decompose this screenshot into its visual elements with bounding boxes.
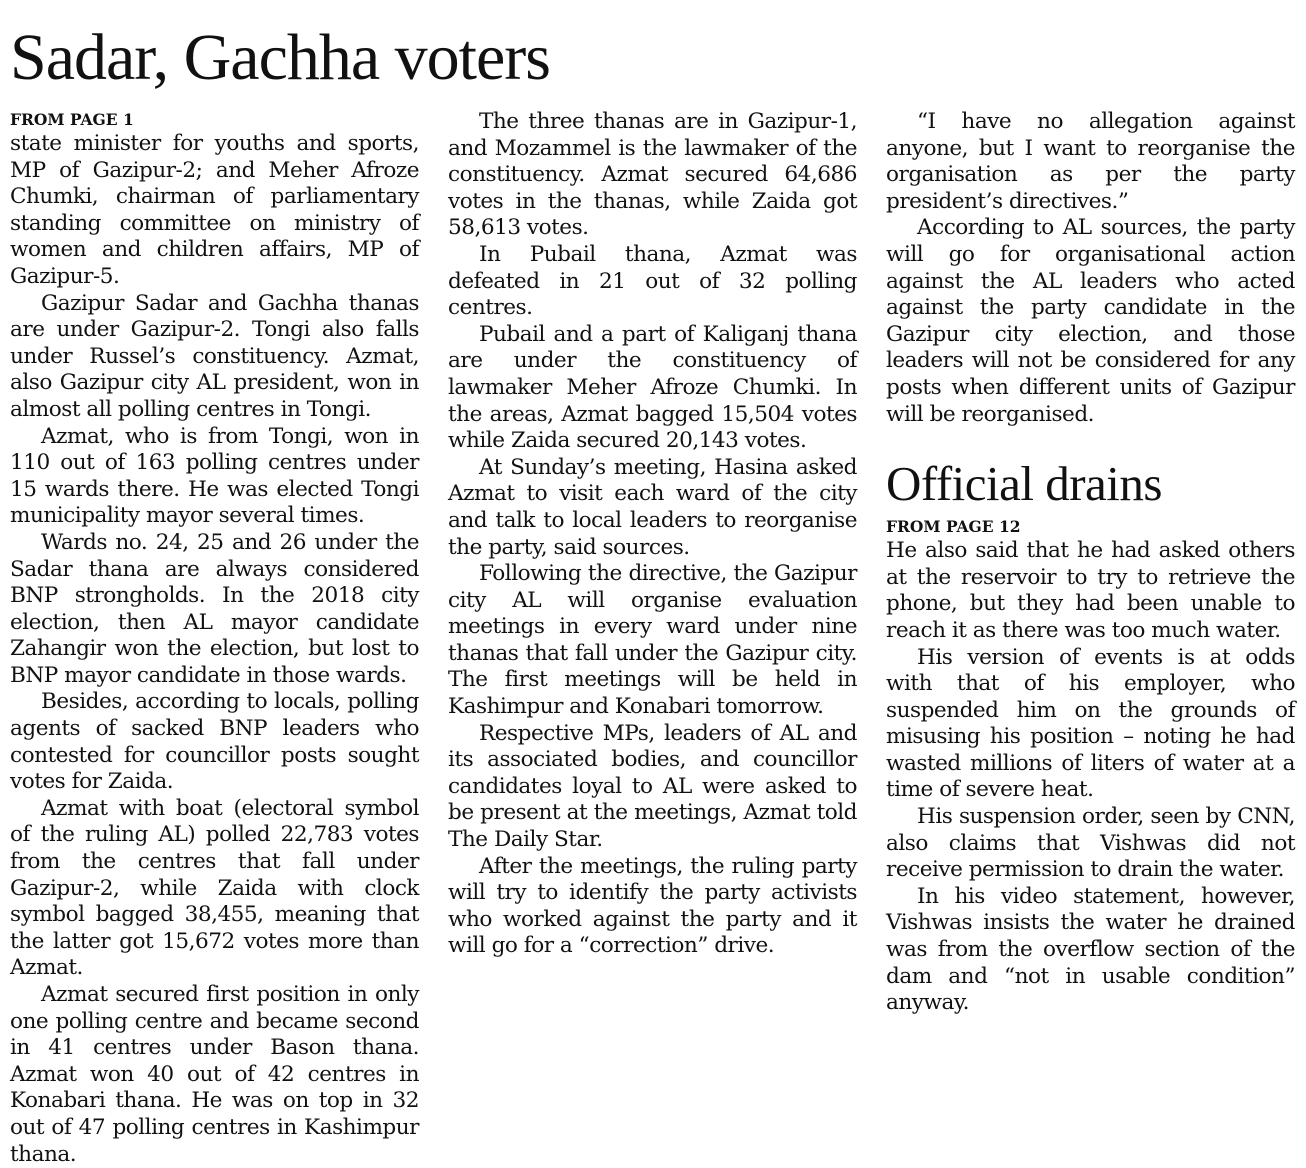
article-paragraph: Wards no. 24, 25 and 26 under the Sadar thana are always considered BNP strongholds. In the 2018 city election, then AL mayor candidate Zahangir won the election, but lost to BNP mayor candidate in those wards. bbox=[10, 529, 419, 688]
article-column-3 bbox=[886, 109, 1295, 1017]
article-column-2 bbox=[448, 109, 857, 960]
article-paragraph: Gazipur Sadar and Gachha thanas are under Gazipur-2. Tongi also falls under Russel’s constituency. Azmat, also Gazipur city AL president, won in almost all polling centres in Tongi. bbox=[10, 290, 419, 422]
article-paragraph: In his video statement, however, Vishwas insists the water he drained was from the overflow section of the dam and “not in usable condition” anyway. bbox=[886, 883, 1295, 1016]
article-paragraph: After the meetings, the ruling party will try to identify the party activists who worked against the party and it will go for a “correction” drive. bbox=[448, 853, 857, 959]
article-paragraph: Besides, according to locals, polling agents of sacked BNP leaders who contested for councillor posts sought votes for Zaida. bbox=[10, 689, 419, 795]
article-paragraph: In Pubail thana, Azmat was defeated in 21 out of 32 polling centres. bbox=[448, 241, 857, 321]
article-paragraph: “I have no allegation against anyone, but I want to reorganise the organisation as per the party president’s directives.” bbox=[886, 109, 1295, 214]
second-article-headline: Official drains bbox=[886, 456, 1162, 512]
article-paragraph: Following the directive, the Gazipur city AL will organise evaluation meetings in every ward under nine thanas that fall under the Gazipur city. The first meetings will be held in Kashimpur and Konabari tomorrow. bbox=[448, 561, 857, 720]
article-paragraph: Azmat with boat (electoral symbol of the ruling AL) polled 22,783 votes from the centres that fall under Gazipur-2, while Zaida with clock symbol bagged 38,455, meaning that the latter got 15,672 votes more than Azmat. bbox=[10, 795, 419, 981]
article-paragraph: Azmat secured first position in only one polling centre and became second in 41 centres under Bason thana. Azmat won 40 out of 42 centres in Konabari thana. He was on top in 32 out of 47 polling centres in Kashimpur thana. bbox=[10, 982, 419, 1167]
article-paragraph: state minister for youths and sports, MP of Gazipur-2; and Meher Afroze Chumki, chairman of parliamentary standing committee on ministry of women and children affairs, MP of Gazipur-5. bbox=[10, 131, 419, 289]
article-paragraph: At Sunday’s meeting, Hasina asked Azmat to visit each ward of the city and talk to local leaders to reorganise the party, said sources. bbox=[448, 454, 857, 560]
article-column-1 bbox=[10, 109, 419, 1168]
article-paragraph: Pubail and a part of Kaliganj thana are under the constituency of lawmaker Meher Afroze Chumki. In the areas, Azmat bagged 15,504 votes while Zaida secured 20,143 votes. bbox=[448, 321, 857, 454]
article-headline: Sadar, Gachha voters bbox=[10, 21, 550, 94]
article-paragraph: Respective MPs, leaders of AL and its associated bodies, and councillor candidates loyal to AL were asked to be present at the meetings, Azmat told The Daily Star. bbox=[448, 720, 857, 853]
article-paragraph: Azmat, who is from Tongi, won in 110 out of 163 polling centres under 15 wards there. He was elected Tongi municipality mayor several times. bbox=[10, 423, 419, 529]
article-paragraph: His suspension order, seen by CNN, also claims that Vishwas did not receive permission to drain the water. bbox=[886, 804, 1295, 883]
continuation-kicker: FROM PAGE 1 bbox=[10, 110, 134, 129]
second-article-kicker: FROM PAGE 12 bbox=[886, 517, 1021, 537]
article-paragraph: According to AL sources, the party will go for organisational action against the AL leaders who acted against the party candidate in the Gazipur city election, and those leaders will not be considered for any posts when different units of Gazipur will be reorganised. bbox=[886, 215, 1295, 427]
article-paragraph: He also said that he had asked others at the reservoir to try to retrieve the phone, but they had been unable to reach it as there was too much water. bbox=[886, 538, 1295, 643]
article-paragraph: The three thanas are in Gazipur-1, and Mozammel is the lawmaker of the constituency. Azmat secured 64,686 votes in the thanas, while Zaida got 58,613 votes. bbox=[448, 109, 857, 241]
article-paragraph: His version of events is at odds with that of his employer, who suspended him on the grounds of misusing his position – noting he had wasted millions of liters of water at a time of severe heat. bbox=[886, 644, 1295, 803]
